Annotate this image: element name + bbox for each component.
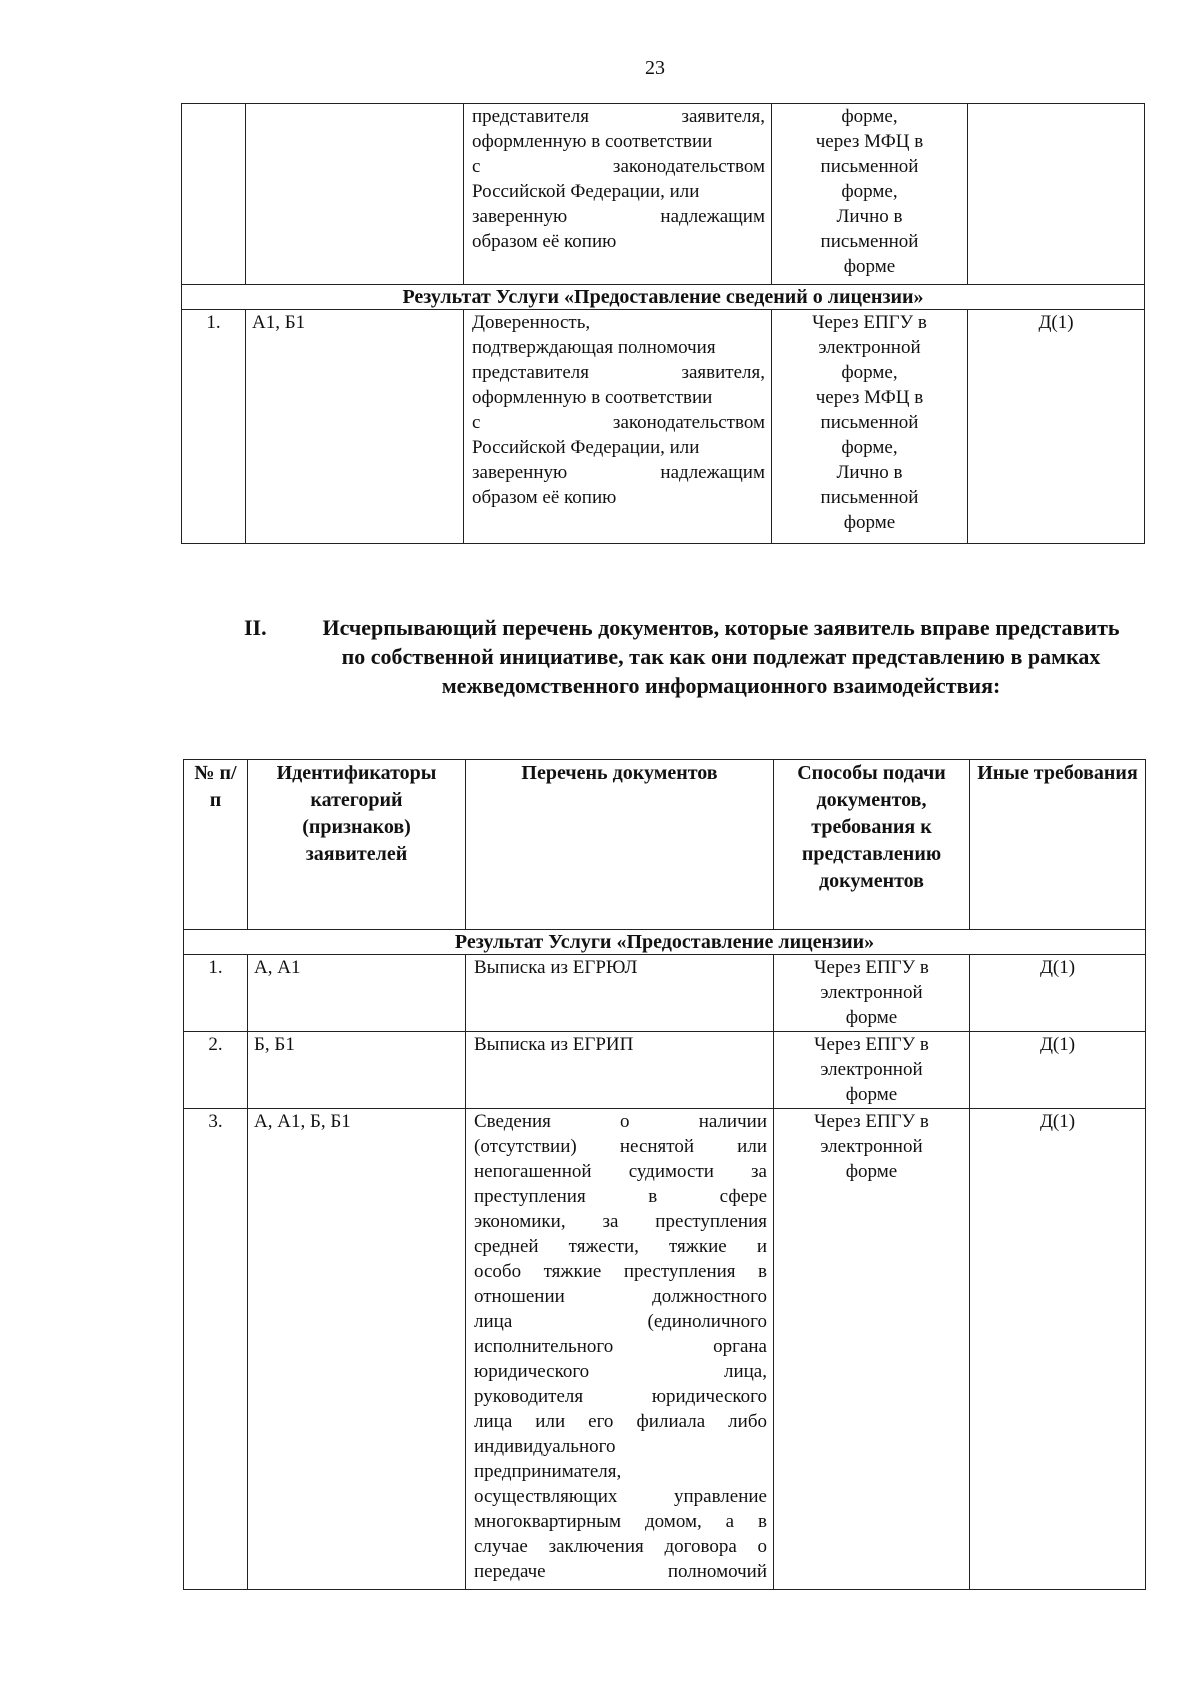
doc-line: предпринимателя, [474, 1461, 622, 1482]
page-number: 23 [645, 57, 665, 79]
doc-line: Российской Федерации, или [472, 181, 700, 202]
doc-line: (отсутствии) неснятой или [474, 1136, 767, 1157]
header-num: № п/п [184, 760, 248, 930]
submission-cell [772, 104, 968, 285]
submission-line: Через ЕПГУ в [814, 957, 929, 978]
submission-line: Через ЕПГУ в [814, 1034, 929, 1055]
header-documents: Перечень документов [466, 760, 774, 930]
header-submission: Способы подачи документов, требования к представлению документов [774, 760, 970, 930]
doc-line: осуществляющих управление [474, 1486, 767, 1507]
other-requirements: Д(1) [970, 955, 1146, 1032]
table-row [184, 955, 1146, 1032]
section-row [182, 285, 1145, 310]
doc-line: преступления в сфере [474, 1186, 767, 1207]
submission-line: форме, [841, 181, 898, 202]
doc-line: заверенную надлежащим [472, 462, 765, 483]
documents-cell [466, 1109, 774, 1590]
doc-line: Доверенность, [472, 312, 591, 333]
documents-cell [466, 1032, 774, 1109]
doc-line: образом её копию [472, 487, 617, 508]
section-title: Результат Услуги «Предоставление сведений о лицензии» [182, 285, 1145, 310]
doc-line: лица (единоличного [474, 1311, 767, 1332]
submission-line: Через ЕПГУ в [812, 312, 927, 333]
submission-line: Лично в [836, 462, 903, 483]
section-row [184, 930, 1146, 955]
documents-cell [466, 955, 774, 1032]
row-number: 2. [184, 1032, 248, 1109]
submission-cell [774, 955, 970, 1032]
doc-line: представителя заявителя, [472, 362, 765, 383]
doc-line: Выписка из ЕГРЮЛ [474, 957, 638, 978]
submission-line: форме, [841, 437, 898, 458]
submission-line: через МФЦ в [815, 131, 924, 152]
other-requirements: Д(1) [970, 1032, 1146, 1109]
row-ids: А, А1, Б, Б1 [248, 1109, 466, 1590]
section-title: Результат Услуги «Предоставление лицензии» [184, 930, 1146, 955]
doc-line: с законодательством [472, 412, 765, 433]
submission-line: форме [845, 1161, 898, 1182]
submission-line: Лично в [836, 206, 903, 227]
doc-line: руководителя юридического [474, 1386, 767, 1407]
section-heading [244, 613, 1124, 700]
doc-line: отношении должностного [474, 1286, 767, 1307]
header-other: Иные требования [970, 760, 1146, 930]
table-row [182, 104, 1145, 285]
submission-line: письменной [820, 231, 919, 252]
table-documents [183, 759, 1146, 1590]
submission-line: форме, [841, 362, 898, 383]
other-requirements: Д(1) [970, 1109, 1146, 1590]
doc-line: средней тяжести, тяжкие и [474, 1236, 767, 1257]
doc-line: лица или его филиала либо [474, 1411, 767, 1432]
submission-cell [772, 310, 968, 544]
submission-line: форме [843, 512, 896, 533]
num-cell [182, 104, 246, 285]
submission-line: электронной [820, 1059, 923, 1080]
submission-line: письменной [820, 412, 919, 433]
submission-line: электронной [820, 982, 923, 1003]
doc-line: Выписка из ЕГРИП [474, 1034, 634, 1055]
table-continuation [181, 103, 1145, 544]
submission-line: электронной [820, 1136, 923, 1157]
row-number: 3. [184, 1109, 248, 1590]
section-number: II. [244, 615, 267, 640]
other-cell [968, 104, 1145, 285]
submission-line: Через ЕПГУ в [814, 1111, 929, 1132]
submission-line: форме [845, 1084, 898, 1105]
row-number: 1. [182, 310, 246, 544]
submission-line: электронной [818, 337, 921, 358]
doc-line: Российской Федерации, или [472, 437, 700, 458]
submission-line: форме [843, 256, 896, 277]
table-row [182, 310, 1145, 544]
doc-line: экономики, за преступления [474, 1211, 767, 1232]
header-ids: Идентификаторы категорий (признаков) заявителей [248, 760, 466, 930]
submission-line: письменной [820, 156, 919, 177]
doc-line: подтверждающая полномочия [472, 337, 716, 358]
row-ids: А, А1 [248, 955, 466, 1032]
submission-cell [774, 1032, 970, 1109]
doc-line: образом её копию [472, 231, 617, 252]
table-row [184, 1032, 1146, 1109]
doc-line: Сведения о наличии [474, 1111, 767, 1132]
section-heading-text: Исчерпывающий перечень документов, которые заявитель вправе представить по собственной инициативе, так как они подлежат представлению в рамках межведомственного информационного взаимодействия: [322, 615, 1120, 698]
doc-line: с законодательством [472, 156, 765, 177]
other-requirements: Д(1) [968, 310, 1145, 544]
table-row [184, 1109, 1146, 1590]
doc-line: юридического лица, [474, 1361, 767, 1382]
submission-line: через МФЦ в [815, 387, 924, 408]
submission-line: форме, [841, 106, 898, 127]
doc-line: особо тяжкие преступления в [474, 1261, 767, 1282]
ids-cell [246, 104, 464, 285]
submission-cell [774, 1109, 970, 1590]
doc-line: заверенную надлежащим [472, 206, 765, 227]
row-number: 1. [184, 955, 248, 1032]
doc-line: оформленную в соответствии [472, 131, 713, 152]
submission-line: письменной [820, 487, 919, 508]
doc-line: индивидуального [474, 1436, 616, 1457]
documents-cell [464, 104, 772, 285]
doc-line: представителя заявителя, [472, 106, 765, 127]
doc-line: непогашенной судимости за [474, 1161, 767, 1182]
doc-line: многоквартирным домом, а в [474, 1511, 767, 1532]
documents-cell [464, 310, 772, 544]
row-ids: Б, Б1 [248, 1032, 466, 1109]
row-ids: А1, Б1 [246, 310, 464, 544]
doc-line: оформленную в соответствии [472, 387, 713, 408]
doc-line: исполнительного органа [474, 1336, 767, 1357]
doc-line: передаче полномочий [474, 1561, 767, 1582]
table-header-row [184, 760, 1146, 930]
submission-line: форме [845, 1007, 898, 1028]
doc-line: случае заключения договора о [474, 1536, 767, 1557]
